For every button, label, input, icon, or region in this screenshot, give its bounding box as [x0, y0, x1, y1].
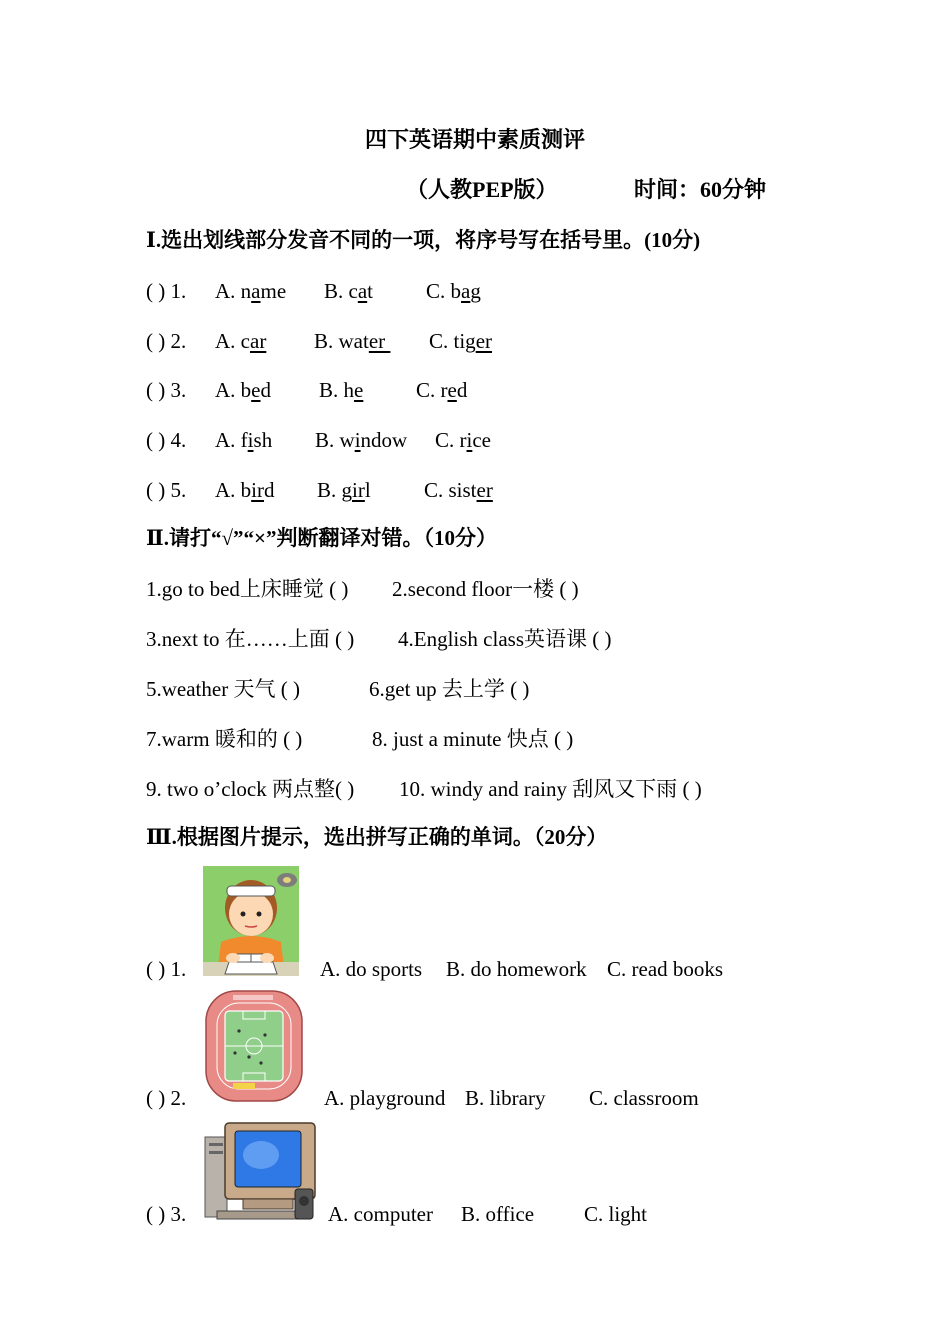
time-label: 时间：60分钟 [634, 177, 767, 202]
underlined-letters: i [354, 428, 361, 452]
phonics-item-1-option-a [215, 277, 286, 305]
phonics-item-4-option-b [315, 426, 407, 454]
option-suffix: ce [472, 428, 491, 452]
option-prefix: B. g [317, 478, 353, 502]
picture-item-2-option-b: B. library [465, 1086, 546, 1110]
picture-item-2-option-c: C. classroom [589, 1086, 699, 1110]
underlined-letters: a [461, 279, 471, 303]
phonics-item-5-option-a [215, 476, 275, 504]
picture-item-3-option-c: C. light [584, 1202, 648, 1226]
phonics-item-4-option-a [215, 426, 272, 454]
option-suffix: me [260, 279, 287, 303]
option-prefix: A. c [215, 329, 250, 353]
picture-item-2-number: ( ) 2. [146, 1086, 187, 1110]
picture-item-1-number: ( ) 1. [146, 957, 187, 981]
underlined-letters: ir [251, 478, 264, 502]
option-prefix: C. r [416, 378, 448, 402]
underlined-letters: a [251, 279, 261, 303]
option-prefix: A. n [215, 279, 252, 303]
picture-item-1-option-c: C. read books [607, 957, 724, 981]
phonics-item-3-number: ( ) 3. [146, 378, 187, 402]
option-prefix: A. f [215, 428, 248, 452]
phonics-item-4-option-c [435, 426, 491, 454]
section1-heading: Ⅰ.选出划线部分发音不同的一项，将序号写在括号里。(10分) [146, 228, 701, 252]
computer-picture [203, 1119, 319, 1223]
underlined-letters: a [357, 279, 368, 303]
boy-doing-homework-picture [203, 866, 299, 976]
phonics-item-3-option-c [416, 376, 467, 404]
phonics-item-1-option-c [426, 277, 481, 305]
option-suffix: d [260, 378, 271, 402]
underlined-letters: er [368, 329, 391, 353]
phonics-item-3-option-b [319, 376, 363, 404]
underlined-letters: e [447, 378, 457, 402]
phonics-item-2-option-a [215, 327, 266, 355]
option-prefix: C. tig [429, 329, 476, 353]
phonics-item-5-option-c [424, 476, 493, 504]
judge-item-1: 1.go to bed上床睡觉 ( ) [146, 577, 349, 601]
picture-item-3-option-b: B. office [461, 1202, 535, 1226]
judge-item-5: 5.weather 天气 ( ) [146, 677, 300, 701]
phonics-item-2-number: ( ) 2. [146, 329, 187, 353]
option-suffix: sh [253, 428, 273, 452]
option-prefix: A. b [215, 478, 252, 502]
option-suffix: g [470, 279, 481, 303]
underlined-letters: er [476, 478, 493, 502]
phonics-item-2-option-b [314, 327, 390, 355]
underlined-letters: e [354, 378, 364, 402]
picture-item-3-option-a: A. computer [328, 1202, 433, 1226]
option-prefix: C. sist [424, 478, 477, 502]
option-prefix: B. wat [314, 329, 369, 353]
option-prefix: C. r [435, 428, 467, 452]
judge-item-3: 3.next to 在……上面 ( ) [146, 627, 355, 651]
phonics-item-5-number: ( ) 5. [146, 478, 187, 502]
judge-item-4: 4.English class英语课 ( ) [398, 627, 612, 651]
phonics-item-3-option-a [215, 376, 271, 404]
picture-item-3-number: ( ) 3. [146, 1202, 187, 1226]
underlined-letters: e [251, 378, 261, 402]
phonics-item-5-option-b [317, 476, 371, 504]
picture-item-1-option-a: A. do sports [320, 957, 423, 981]
underlined-letters: i [466, 428, 473, 452]
judge-item-6: 6.get up 去上学 ( ) [369, 677, 530, 701]
option-suffix: d [264, 478, 275, 502]
phonics-item-1-number: ( ) 1. [146, 279, 187, 303]
option-prefix: B. h [319, 378, 355, 402]
option-suffix: l [364, 478, 371, 502]
option-prefix: B. c [324, 279, 358, 303]
judge-item-8: 8. just a minute 快点 ( ) [372, 727, 574, 751]
phonics-item-4-number: ( ) 4. [146, 428, 187, 452]
option-prefix: A. b [215, 378, 252, 402]
option-suffix: ndow [360, 428, 408, 452]
underlined-letters: er [475, 329, 493, 353]
phonics-item-1-option-b [324, 277, 373, 305]
underlined-letters: i [247, 428, 254, 452]
edition-label: （人教PEP版） [406, 177, 558, 202]
option-suffix: d [456, 378, 468, 402]
page-title: 四下英语期中素质测评 [364, 127, 585, 152]
judge-item-7: 7.warm 暖和的 ( ) [146, 727, 303, 751]
picture-item-1-option-b: B. do homework [446, 957, 587, 981]
option-prefix: C. b [426, 279, 462, 303]
section3-heading: Ⅲ.根据图片提示，选出拼写正确的单词。（20分） [146, 825, 608, 849]
picture-item-2-option-a: A. playground [324, 1086, 446, 1110]
option-suffix: t [367, 279, 373, 303]
underlined-letters: ir [352, 478, 365, 502]
underlined-letters: ar [250, 329, 267, 353]
option-prefix: B. w [315, 428, 355, 452]
judge-item-9: 9. two o’clock 两点整( ) [146, 777, 355, 801]
phonics-item-2-option-c [429, 327, 492, 355]
section2-heading: Ⅱ.请打“√”“×”判断翻译对错。（10分） [146, 526, 497, 550]
playground-picture [203, 987, 305, 1105]
judge-item-2: 2.second floor一楼 ( ) [392, 577, 579, 601]
judge-item-10: 10. windy and rainy 刮风又下雨 ( ) [399, 777, 702, 801]
